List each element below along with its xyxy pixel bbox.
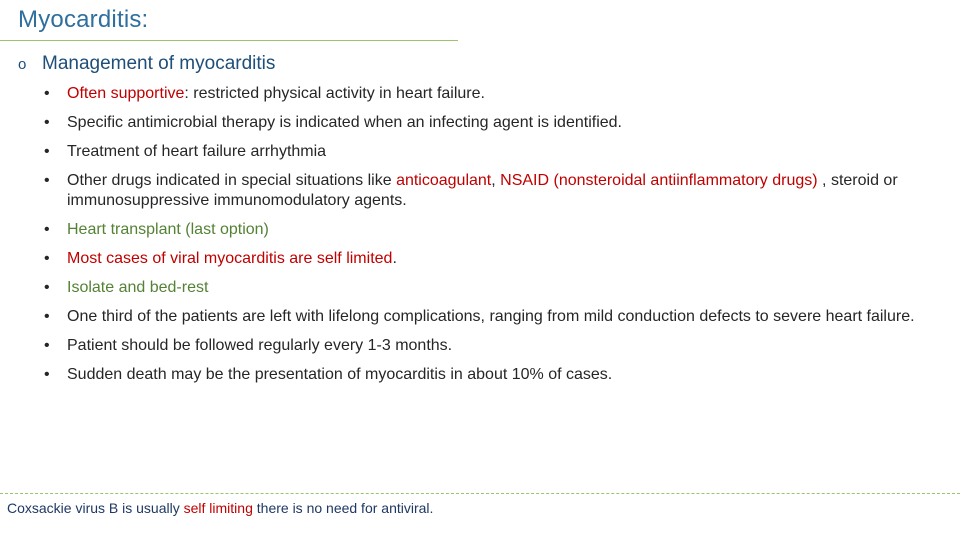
list-item	[44, 84, 954, 104]
footer-highlight: self limiting	[183, 500, 253, 516]
item-text: , steroid or immunosuppressive immunomodulatory agents.	[67, 172, 898, 209]
highlight-text: anticoagulant	[396, 172, 492, 189]
list-item	[44, 249, 954, 269]
item-text: Treatment of heart failure arrhythmia	[67, 143, 327, 160]
highlight-text: NSAID (nonsteroidal antiinflammatory drugs)	[500, 172, 818, 189]
list-item	[44, 307, 954, 327]
list-item	[44, 220, 954, 240]
footer-note	[7, 500, 433, 516]
list-item	[44, 113, 954, 133]
item-text: ,	[491, 172, 501, 189]
subheading-text: Management of myocarditis	[42, 53, 276, 74]
highlight-text: Often supportive	[67, 85, 185, 102]
item-text: Patient should be followed regularly every 1-3 months.	[67, 336, 453, 354]
footer-text: Coxsackie virus B is usually	[7, 500, 184, 516]
list-item	[44, 142, 954, 162]
item-text: One third of the patients are left with lifelong complications, ranging from mild conduction defects to severe heart failure.	[67, 307, 915, 325]
subheading-marker: o	[18, 56, 27, 73]
footer-divider	[0, 493, 960, 494]
bullet-list	[44, 84, 954, 384]
highlight-text: Most cases of viral myocarditis are self limited	[67, 249, 393, 267]
item-text: Sudden death may be the presentation of myocarditis in about 10% of cases.	[67, 365, 613, 383]
slide-title: Myocarditis:	[18, 6, 149, 33]
highlight-text: Heart transplant (last option)	[67, 220, 269, 238]
footer-text: there is no need for antiviral.	[252, 500, 434, 516]
subheading	[18, 53, 275, 75]
list-item	[44, 278, 954, 298]
highlight-text: Isolate and bed-rest	[67, 278, 209, 296]
list-item	[44, 336, 954, 356]
item-text: : restricted physical activity in heart failure.	[184, 85, 485, 102]
item-text: .	[392, 249, 397, 267]
item-text: Specific antimicrobial therapy is indicated when an infecting agent is identified.	[67, 114, 622, 131]
list-item	[44, 171, 954, 210]
list-item	[44, 365, 954, 385]
item-text: Other drugs indicated in special situations like	[67, 172, 397, 189]
title-divider	[0, 40, 458, 41]
